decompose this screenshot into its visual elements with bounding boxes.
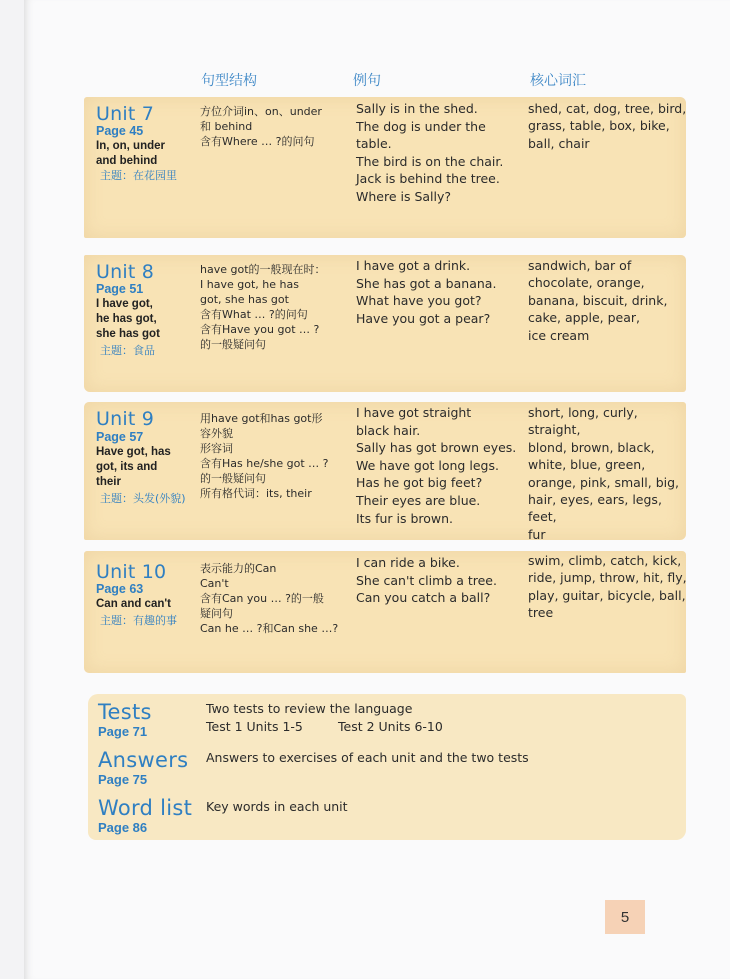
word-list-title: Word list [98, 796, 193, 820]
unit-examples: I can ride a bike. She can't climb a tree. Can you catch a ball? [356, 555, 497, 606]
unit-topic: In, on, under and behind [96, 140, 165, 167]
unit-structure: 方位介词in、on、under 和 behind 含有Where … ?的问句 [200, 105, 322, 148]
word-list-page: Page 86 [98, 820, 148, 835]
header-examples: 例句 [353, 73, 381, 89]
unit-topic: Have got, has got, its and their [96, 446, 171, 488]
tests-description: Two tests to review the language [206, 701, 413, 716]
unit-title: Unit 8 [96, 261, 155, 283]
unit-page: Page 63 [96, 582, 144, 596]
tests-line-1: Test 1 Units 1-5 [206, 719, 303, 734]
unit-title: Unit 7 [96, 103, 155, 125]
unit-examples: Sally is in the shed. The dog is under the table. The bird is on the chair. Jack is behind the tree. Where is Sally? [356, 101, 504, 204]
unit-page: Page 57 [96, 430, 144, 444]
unit-page: Page 51 [96, 282, 144, 296]
unit-structure: have got的一般现在时： I have got, he has got, she has got 含有What … ?的问句 含有Have you got … ? 的一般疑问句 [200, 263, 326, 351]
page-number: 5 [605, 900, 645, 934]
answers-page: Page 75 [98, 772, 148, 787]
header-structure: 句型结构 [201, 73, 257, 89]
unit-theme: 主题：食品 [100, 344, 155, 357]
answers-description: Answers to exercises of each unit and the two tests [206, 750, 529, 765]
word-list-description: Key words in each unit [206, 799, 348, 814]
tests-title: Tests [98, 700, 152, 724]
tests-page: Page 71 [98, 724, 148, 739]
unit-examples: I have got a drink. She has got a banana. What have you got? Have you got a pear? [356, 258, 497, 326]
unit-title: Unit 10 [96, 561, 167, 583]
unit-structure: 用have got和has got形 容外貌 形容词 含有Has he/she got … ? 的一般疑问句 所有格代词：its, their [200, 412, 329, 500]
unit-vocabulary: shed, cat, dog, tree, bird, grass, table, box, bike, ball, chair [528, 101, 687, 151]
column-headers [0, 70, 730, 92]
tests-line-2: Test 2 Units 6-10 [338, 719, 443, 734]
unit-vocabulary: sandwich, bar of chocolate, orange, banana, biscuit, drink, cake, apple, pear, ice cream [528, 258, 668, 343]
unit-examples: I have got straight black hair. Sally has got brown eyes. We have got long legs. Has he got big feet? Their eyes are blue. Its fur is brown. [356, 405, 517, 526]
unit-page: Page 45 [96, 124, 144, 138]
unit-topic: I have got, he has got, she has got [96, 298, 160, 340]
unit-topic: Can and can't [96, 598, 171, 610]
unit-vocabulary: short, long, curly, straight, blond, brown, black, white, blue, green, orange, pink, small, big, hair, eyes, ears, legs, feet, fur [528, 405, 680, 542]
header-vocabulary: 核心词汇 [530, 73, 586, 89]
unit-title: Unit 9 [96, 408, 155, 430]
unit-theme: 主题：有趣的事 [100, 614, 177, 627]
unit-vocabulary: swim, climb, catch, kick, ride, jump, throw, hit, fly, play, guitar, bicycle, ball, tree [528, 553, 687, 621]
unit-theme: 主题：头发(外貌) [100, 492, 186, 505]
answers-title: Answers [98, 748, 189, 772]
unit-structure: 表示能力的Can Can't 含有Can you … ?的一般 疑问句 Can he … ?和Can she …? [200, 562, 339, 635]
unit-theme: 主题：在花园里 [100, 169, 177, 182]
